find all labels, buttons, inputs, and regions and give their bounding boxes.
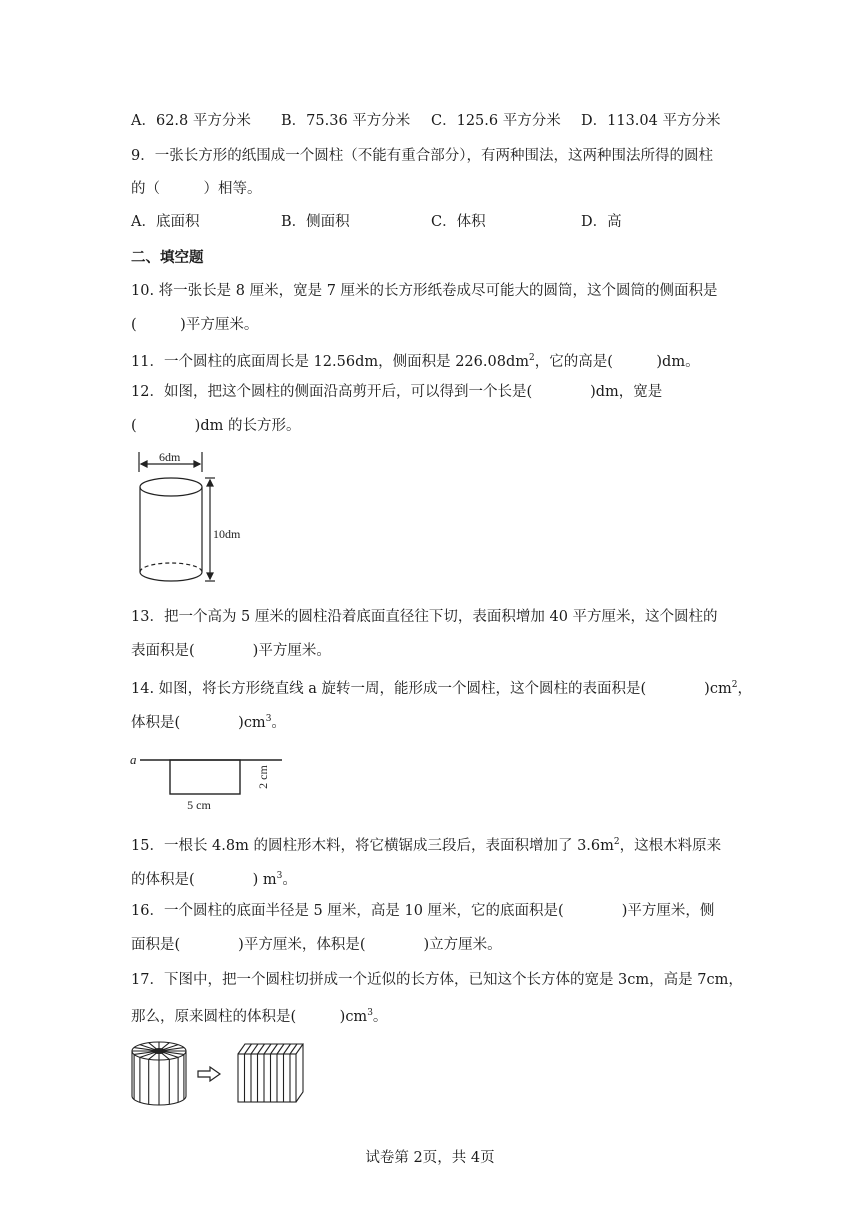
q14-line2-pre: 体积是( )cm — [131, 714, 266, 731]
q14-line1-pre: 14. 如图，将长方形绕直线 a 旋转一周，能形成一个圆柱，这个圆柱的表面积是( )cm — [131, 680, 732, 697]
q12-width-label: 6dm — [159, 450, 181, 464]
q10-text-line1: 10. 将一张长是 8 厘米，宽是 7 厘米的长方形纸卷成尽可能大的圆筒，这个圆筒的侧面积是 — [131, 283, 718, 299]
page-footer: 试卷第 2页，共 4页 — [365, 1150, 495, 1166]
q10-text-line2: ( )平方厘米。 — [131, 317, 259, 333]
q17-text-line1: 17．下图中，把一个圆柱切拼成一个近似的长方体，已知这个长方体的宽是 3cm，高是 7cm， — [131, 972, 743, 988]
q16-text-line1: 16．一个圆柱的底面半径是 5 厘米，高是 10 厘米，它的底面积是( )平方厘米，侧 — [131, 903, 715, 919]
q17-line2-post: 。 — [372, 1008, 388, 1025]
cuboid-slice-lines — [245, 1044, 298, 1102]
q15-line1-post: ，这根木料原来 — [619, 837, 722, 854]
q15-line2-sup: 3 — [276, 871, 283, 881]
right-arrow-icon — [198, 1067, 220, 1081]
q9-option-a: A．底面积 — [131, 214, 200, 230]
q9-option-b: B．侧面积 — [281, 214, 350, 230]
q9-option-d: D．高 — [581, 214, 622, 230]
q15-line1-pre: 15．一根长 4.8m 的圆柱形木料，将它横锯成三段后，表面积增加了 3.6m — [131, 837, 614, 854]
cylinder-slice-lines — [134, 1054, 184, 1105]
q14-line1-sup: 2 — [731, 680, 738, 690]
q11-text-pre: 11．一个圆柱的底面周长是 12.56dm，侧面积是 226.08dm — [131, 353, 529, 370]
q15-line2-pre: 的体积是( ) m — [131, 871, 277, 888]
q17-cut-cylinder-figure — [128, 1036, 308, 1108]
q16-text-line2: 面积是( )平方厘米，体积是( )立方厘米。 — [131, 937, 502, 953]
q14-width-label: 5 cm — [187, 798, 211, 812]
q11-sup: 2 — [528, 353, 535, 363]
q8-option-d: D．113.04 平方分米 — [581, 113, 721, 129]
q17-line2-sup: 3 — [367, 1008, 373, 1018]
q12-text-line2: ( )dm 的长方形。 — [131, 418, 301, 434]
q14-line2-post: 。 — [271, 714, 286, 731]
q9-option-c: C．体积 — [431, 214, 486, 230]
q14-text-line2 — [131, 709, 286, 733]
q17-text-line2 — [131, 1003, 387, 1027]
q15-text-line1 — [131, 832, 721, 856]
q15-text-line2 — [131, 866, 297, 890]
q13-text-line1: 13．把一个高为 5 厘米的圆柱沿着底面直径往下切，表面积增加 40 平方厘米，这个圆柱的 — [131, 609, 718, 625]
q14-height-label: 2 cm — [256, 765, 270, 789]
q14-text-line1 — [131, 675, 752, 699]
q9-text-line1: 9．一张长方形的纸围成一个圆柱（不能有重合部分），有两种围法，这两种围法所得的圆柱 — [131, 148, 713, 164]
q15-line1-sup: 2 — [613, 837, 620, 847]
q8-option-a: A．62.8 平方分米 — [131, 113, 251, 129]
q12-height-label: 10dm — [213, 527, 241, 541]
q14-line1-post: ， — [737, 680, 752, 697]
q12-text-line1: 12．如图，把这个圆柱的侧面沿高剪开后，可以得到一个长是( )dm，宽是 — [131, 384, 663, 400]
q13-text-line2: 表面积是( )平方厘米。 — [131, 643, 331, 659]
q11-text-post: ，它的高是( )dm。 — [534, 353, 700, 370]
q11-text — [131, 348, 700, 372]
q12-cylinder-figure — [125, 444, 255, 594]
q14-line2-sup: 3 — [265, 714, 272, 724]
q17-line2-pre: 那么，原来圆柱的体积是( )cm — [131, 1008, 368, 1025]
q14-rectangle-figure — [128, 748, 288, 814]
q9-text-line2: 的（ ）相等。 — [131, 181, 262, 197]
q8-option-c: C．125.6 平方分米 — [431, 113, 561, 129]
section-title: 二、填空题 — [131, 250, 204, 266]
q15-line2-post: 。 — [282, 871, 297, 888]
q14-axis-label: a — [130, 752, 137, 767]
q8-option-b: B．75.36 平方分米 — [281, 113, 411, 129]
